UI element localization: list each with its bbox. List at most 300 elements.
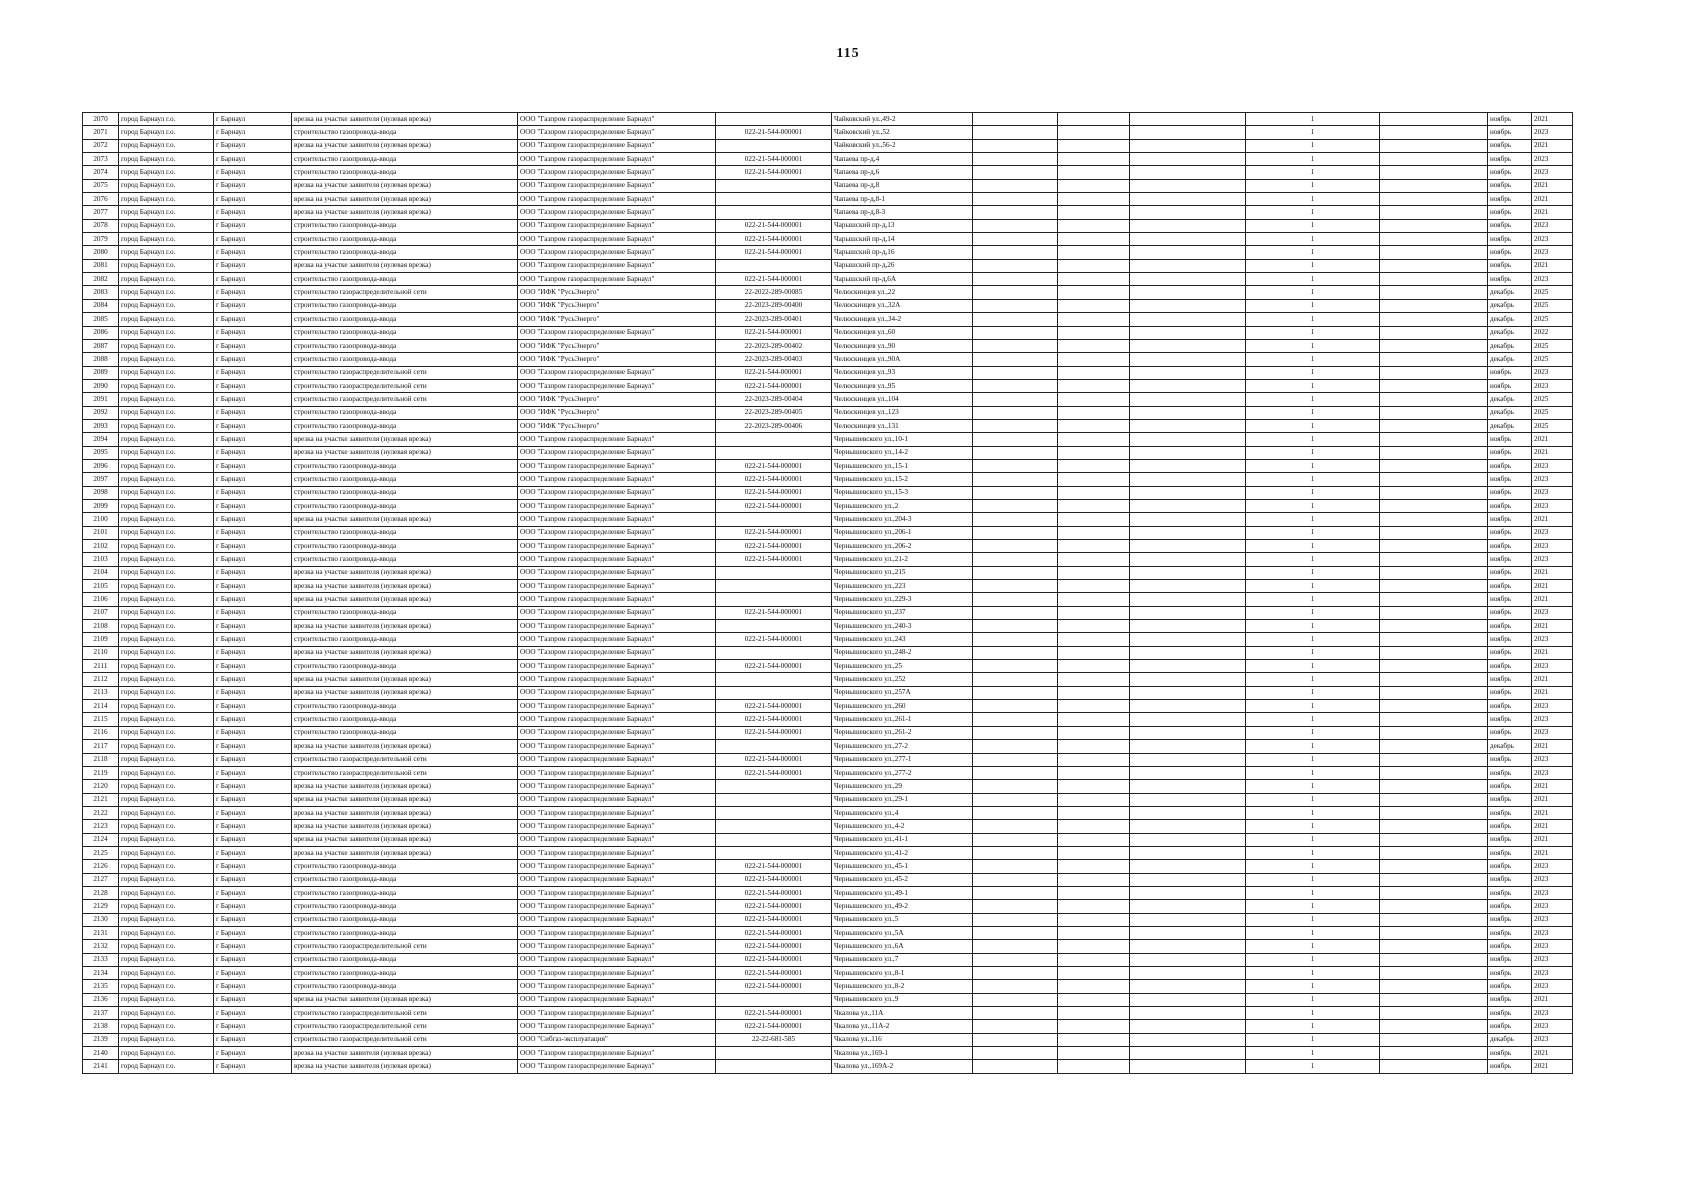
table-row — [83, 366, 1573, 379]
work-type-cell: строительство газопровода-ввода — [292, 900, 518, 913]
municipality-cell: город Барнаул г.о. — [119, 646, 214, 659]
address-cell: Чернышевского ул.,277-2 — [832, 766, 973, 779]
settlement-cell: г Барнаул — [214, 473, 292, 486]
empty-cell — [1058, 926, 1130, 939]
empty-cell — [1380, 153, 1488, 166]
empty-cell — [1058, 326, 1130, 339]
table-row — [83, 806, 1573, 819]
empty-cell — [1058, 233, 1130, 246]
quantity-cell: 1 — [1246, 326, 1380, 339]
month-cell: ноябрь — [1488, 700, 1532, 713]
empty-cell — [1130, 926, 1246, 939]
table-row — [83, 953, 1573, 966]
empty-cell — [973, 193, 1058, 206]
work-type-cell: строительство газопровода-ввода — [292, 540, 518, 553]
year-cell: 2023 — [1532, 166, 1573, 179]
quantity-cell: 1 — [1246, 620, 1380, 633]
table-row — [83, 553, 1573, 566]
month-cell: ноябрь — [1488, 246, 1532, 259]
year-cell: 2021 — [1532, 1060, 1573, 1073]
quantity-cell: 1 — [1246, 593, 1380, 606]
address-cell: Челюскинцев ул.,60 — [832, 326, 973, 339]
settlement-cell: г Барнаул — [214, 166, 292, 179]
program-code-cell — [716, 1047, 832, 1060]
page-number: 115 — [836, 46, 860, 61]
row-number-cell: 2071 — [83, 126, 119, 139]
month-cell: ноябрь — [1488, 967, 1532, 980]
settlement-cell: г Барнаул — [214, 486, 292, 499]
month-cell: ноябрь — [1488, 686, 1532, 699]
empty-cell — [973, 446, 1058, 459]
empty-cell — [1058, 179, 1130, 192]
empty-cell — [973, 313, 1058, 326]
program-code-cell: 022-21-544-000001 — [716, 726, 832, 739]
quantity-cell: 1 — [1246, 806, 1380, 819]
address-cell: Челюскинцев ул.,131 — [832, 419, 973, 432]
empty-cell — [973, 540, 1058, 553]
empty-cell — [1058, 393, 1130, 406]
empty-cell — [973, 499, 1058, 512]
organization-cell: ООО "Газпром газораспределение Барнаул" — [518, 913, 716, 926]
month-cell: ноябрь — [1488, 726, 1532, 739]
row-number-cell: 2075 — [83, 179, 119, 192]
address-cell: Чкалова ул.,169А-2 — [832, 1060, 973, 1073]
empty-cell — [1380, 326, 1488, 339]
table-row — [83, 860, 1573, 873]
quantity-cell: 1 — [1246, 953, 1380, 966]
row-number-cell: 2141 — [83, 1060, 119, 1073]
organization-cell: ООО "Газпром газораспределение Барнаул" — [518, 473, 716, 486]
year-cell: 2023 — [1532, 913, 1573, 926]
address-cell: Челюскинцев ул.,90А — [832, 353, 973, 366]
empty-cell — [973, 273, 1058, 286]
month-cell: ноябрь — [1488, 126, 1532, 139]
empty-cell — [1130, 726, 1246, 739]
year-cell: 2023 — [1532, 1033, 1573, 1046]
row-number-cell: 2115 — [83, 713, 119, 726]
municipality-cell: город Барнаул г.о. — [119, 886, 214, 899]
empty-cell — [1380, 1007, 1488, 1020]
table-row — [83, 286, 1573, 299]
quantity-cell: 1 — [1246, 193, 1380, 206]
municipality-cell: город Барнаул г.о. — [119, 179, 214, 192]
program-code-cell: 22-22-681-585 — [716, 1033, 832, 1046]
quantity-cell: 1 — [1246, 633, 1380, 646]
table-row — [83, 246, 1573, 259]
table-row — [83, 1060, 1573, 1073]
row-number-cell: 2130 — [83, 913, 119, 926]
table-row — [83, 886, 1573, 899]
organization-cell: ООО "Газпром газораспределение Барнаул" — [518, 379, 716, 392]
settlement-cell: г Барнаул — [214, 1007, 292, 1020]
work-type-cell: врезка на участке заявителя (нулевая врезка) — [292, 793, 518, 806]
empty-cell — [1380, 459, 1488, 472]
program-code-cell — [716, 446, 832, 459]
month-cell: ноябрь — [1488, 980, 1532, 993]
work-type-cell: врезка на участке заявителя (нулевая врезка) — [292, 179, 518, 192]
empty-cell — [973, 660, 1058, 673]
program-code-cell — [716, 806, 832, 819]
organization-cell: ООО "Газпром газораспределение Барнаул" — [518, 713, 716, 726]
row-number-cell: 2101 — [83, 526, 119, 539]
row-number-cell: 2132 — [83, 940, 119, 953]
month-cell: ноябрь — [1488, 926, 1532, 939]
table-row — [83, 1033, 1573, 1046]
empty-cell — [1058, 833, 1130, 846]
year-cell: 2023 — [1532, 219, 1573, 232]
empty-cell — [1130, 540, 1246, 553]
empty-cell — [1130, 633, 1246, 646]
organization-cell: ООО "Газпром газораспределение Барнаул" — [518, 566, 716, 579]
empty-cell — [1130, 940, 1246, 953]
empty-cell — [1058, 660, 1130, 673]
organization-cell: ООО "Газпром газораспределение Барнаул" — [518, 766, 716, 779]
year-cell: 2023 — [1532, 940, 1573, 953]
municipality-cell: город Барнаул г.о. — [119, 1047, 214, 1060]
empty-cell — [1380, 953, 1488, 966]
empty-cell — [973, 806, 1058, 819]
empty-cell — [973, 459, 1058, 472]
empty-cell — [973, 1033, 1058, 1046]
empty-cell — [1380, 566, 1488, 579]
month-cell: ноябрь — [1488, 1007, 1532, 1020]
table-row — [83, 379, 1573, 392]
table-row — [83, 126, 1573, 139]
organization-cell: ООО "Газпром газораспределение Барнаул" — [518, 900, 716, 913]
program-code-cell — [716, 620, 832, 633]
table-row — [83, 633, 1573, 646]
row-number-cell: 2094 — [83, 433, 119, 446]
empty-cell — [1130, 900, 1246, 913]
row-number-cell: 2108 — [83, 620, 119, 633]
empty-cell — [1380, 339, 1488, 352]
quantity-cell: 1 — [1246, 313, 1380, 326]
empty-cell — [1380, 246, 1488, 259]
empty-cell — [1380, 179, 1488, 192]
organization-cell: ООО "Газпром газораспределение Барнаул" — [518, 433, 716, 446]
program-code-cell: 022-21-544-000001 — [716, 473, 832, 486]
empty-cell — [1058, 113, 1130, 126]
municipality-cell: город Барнаул г.о. — [119, 1020, 214, 1033]
address-cell: Чернышевского ул.,41-1 — [832, 833, 973, 846]
address-cell: Чернышевского ул.,7 — [832, 953, 973, 966]
empty-cell — [1058, 419, 1130, 432]
empty-cell — [1380, 299, 1488, 312]
address-cell: Чернышевского ул.,45-1 — [832, 860, 973, 873]
settlement-cell: г Барнаул — [214, 673, 292, 686]
table-row — [83, 299, 1573, 312]
address-cell: Чернышевского ул.,240-3 — [832, 620, 973, 633]
empty-cell — [973, 179, 1058, 192]
work-type-cell: строительство газопровода-ввода — [292, 419, 518, 432]
quantity-cell: 1 — [1246, 766, 1380, 779]
organization-cell: ООО "ИФК "РусьЭнерго" — [518, 286, 716, 299]
empty-cell — [1058, 620, 1130, 633]
settlement-cell: г Барнаул — [214, 246, 292, 259]
municipality-cell: город Барнаул г.о. — [119, 339, 214, 352]
quantity-cell: 1 — [1246, 926, 1380, 939]
empty-cell — [1380, 620, 1488, 633]
empty-cell — [973, 993, 1058, 1006]
empty-cell — [1130, 353, 1246, 366]
month-cell: декабрь — [1488, 313, 1532, 326]
program-code-cell: 022-21-544-000001 — [716, 540, 832, 553]
empty-cell — [1380, 780, 1488, 793]
municipality-cell: город Барнаул г.о. — [119, 379, 214, 392]
organization-cell: ООО "Газпром газораспределение Барнаул" — [518, 126, 716, 139]
empty-cell — [1058, 406, 1130, 419]
address-cell: Чапаева пр-д,8 — [832, 179, 973, 192]
municipality-cell: город Барнаул г.о. — [119, 193, 214, 206]
row-number-cell: 2073 — [83, 153, 119, 166]
organization-cell: ООО "ИФК "РусьЭнерго" — [518, 339, 716, 352]
table-row — [83, 873, 1573, 886]
empty-cell — [1058, 766, 1130, 779]
year-cell: 2023 — [1532, 379, 1573, 392]
empty-cell — [1058, 846, 1130, 859]
table-row — [83, 593, 1573, 606]
year-cell: 2021 — [1532, 113, 1573, 126]
month-cell: ноябрь — [1488, 833, 1532, 846]
empty-cell — [1058, 446, 1130, 459]
row-number-cell: 2098 — [83, 486, 119, 499]
month-cell: ноябрь — [1488, 366, 1532, 379]
organization-cell: ООО "Газпром газораспределение Барнаул" — [518, 446, 716, 459]
program-code-cell: 022-21-544-000001 — [716, 166, 832, 179]
empty-cell — [1380, 700, 1488, 713]
table-row — [83, 673, 1573, 686]
quantity-cell: 1 — [1246, 673, 1380, 686]
settlement-cell: г Барнаул — [214, 580, 292, 593]
year-cell: 2023 — [1532, 926, 1573, 939]
empty-cell — [973, 326, 1058, 339]
empty-cell — [1380, 833, 1488, 846]
table-row — [83, 406, 1573, 419]
empty-cell — [1380, 526, 1488, 539]
row-number-cell: 2105 — [83, 580, 119, 593]
work-type-cell: строительство газопровода-ввода — [292, 633, 518, 646]
program-code-cell: 022-21-544-000001 — [716, 126, 832, 139]
settlement-cell: г Барнаул — [214, 1033, 292, 1046]
settlement-cell: г Барнаул — [214, 233, 292, 246]
empty-cell — [1380, 873, 1488, 886]
month-cell: ноябрь — [1488, 793, 1532, 806]
organization-cell: ООО "Газпром газораспределение Барнаул" — [518, 166, 716, 179]
empty-cell — [1058, 379, 1130, 392]
empty-cell — [973, 620, 1058, 633]
year-cell: 2025 — [1532, 286, 1573, 299]
table-row — [83, 913, 1573, 926]
empty-cell — [1380, 1020, 1488, 1033]
empty-cell — [1380, 393, 1488, 406]
empty-cell — [1058, 313, 1130, 326]
year-cell: 2023 — [1532, 499, 1573, 512]
empty-cell — [1380, 740, 1488, 753]
quantity-cell: 1 — [1246, 353, 1380, 366]
empty-cell — [1380, 286, 1488, 299]
empty-cell — [1058, 1020, 1130, 1033]
organization-cell: ООО "ИФК "РусьЭнерго" — [518, 406, 716, 419]
quantity-cell: 1 — [1246, 873, 1380, 886]
month-cell: ноябрь — [1488, 860, 1532, 873]
work-type-cell: врезка на участке заявителя (нулевая врезка) — [292, 673, 518, 686]
empty-cell — [973, 940, 1058, 953]
address-cell: Чернышевского ул.,229-3 — [832, 593, 973, 606]
address-cell: Чапаева пр-д,8-1 — [832, 193, 973, 206]
program-code-cell: 022-21-544-000001 — [716, 700, 832, 713]
empty-cell — [1058, 1033, 1130, 1046]
quantity-cell: 1 — [1246, 179, 1380, 192]
program-code-cell: 022-21-544-000001 — [716, 713, 832, 726]
empty-cell — [1130, 139, 1246, 152]
work-type-cell: строительство газораспределительной сети — [292, 766, 518, 779]
empty-cell — [1130, 486, 1246, 499]
work-type-cell: врезка на участке заявителя (нулевая врезка) — [292, 620, 518, 633]
settlement-cell: г Барнаул — [214, 113, 292, 126]
address-cell: Чкалова ул.,11А — [832, 1007, 973, 1020]
quantity-cell: 1 — [1246, 713, 1380, 726]
row-number-cell: 2084 — [83, 299, 119, 312]
empty-cell — [1380, 540, 1488, 553]
organization-cell: ООО "ИФК "РусьЭнерго" — [518, 313, 716, 326]
municipality-cell: город Барнаул г.о. — [119, 900, 214, 913]
address-cell: Чернышевского ул.,27-2 — [832, 740, 973, 753]
address-cell: Челюскинцев ул.,95 — [832, 379, 973, 392]
year-cell: 2021 — [1532, 740, 1573, 753]
municipality-cell: город Барнаул г.о. — [119, 353, 214, 366]
row-number-cell: 2117 — [83, 740, 119, 753]
month-cell: ноябрь — [1488, 900, 1532, 913]
empty-cell — [1058, 886, 1130, 899]
empty-cell — [1130, 1047, 1246, 1060]
row-number-cell: 2128 — [83, 886, 119, 899]
table-row — [83, 993, 1573, 1006]
address-cell: Чернышевского ул.,248-2 — [832, 646, 973, 659]
empty-cell — [1380, 926, 1488, 939]
quantity-cell: 1 — [1246, 553, 1380, 566]
row-number-cell: 2102 — [83, 540, 119, 553]
empty-cell — [1380, 499, 1488, 512]
work-type-cell: врезка на участке заявителя (нулевая врезка) — [292, 806, 518, 819]
table-row — [83, 393, 1573, 406]
empty-cell — [1058, 246, 1130, 259]
empty-cell — [1058, 686, 1130, 699]
organization-cell: ООО "Газпром газораспределение Барнаул" — [518, 593, 716, 606]
empty-cell — [1058, 540, 1130, 553]
empty-cell — [973, 726, 1058, 739]
work-type-cell: строительство газопровода-ввода — [292, 700, 518, 713]
organization-cell: ООО "Газпром газораспределение Барнаул" — [518, 259, 716, 272]
empty-cell — [1130, 259, 1246, 272]
address-cell: Чернышевского ул.,49-2 — [832, 900, 973, 913]
empty-cell — [973, 1047, 1058, 1060]
municipality-cell: город Барнаул г.о. — [119, 393, 214, 406]
row-number-cell: 2121 — [83, 793, 119, 806]
organization-cell: ООО "Газпром газораспределение Барнаул" — [518, 793, 716, 806]
quantity-cell: 1 — [1246, 1060, 1380, 1073]
empty-cell — [973, 406, 1058, 419]
settlement-cell: г Барнаул — [214, 1060, 292, 1073]
organization-cell: ООО "Газпром газораспределение Барнаул" — [518, 726, 716, 739]
organization-cell: ООО "Газпром газораспределение Барнаул" — [518, 499, 716, 512]
address-cell: Чернышевского ул.,252 — [832, 673, 973, 686]
work-type-cell: строительство газопровода-ввода — [292, 299, 518, 312]
empty-cell — [973, 967, 1058, 980]
settlement-cell: г Барнаул — [214, 540, 292, 553]
empty-cell — [1380, 673, 1488, 686]
work-type-cell: врезка на участке заявителя (нулевая врезка) — [292, 446, 518, 459]
month-cell: ноябрь — [1488, 993, 1532, 1006]
quantity-cell: 1 — [1246, 433, 1380, 446]
year-cell: 2021 — [1532, 580, 1573, 593]
table-row — [83, 686, 1573, 699]
row-number-cell: 2088 — [83, 353, 119, 366]
row-number-cell: 2118 — [83, 753, 119, 766]
empty-cell — [1380, 633, 1488, 646]
program-code-cell — [716, 820, 832, 833]
organization-cell: ООО "ИФК "РусьЭнерго" — [518, 353, 716, 366]
table-row — [83, 846, 1573, 859]
year-cell: 2023 — [1532, 246, 1573, 259]
address-cell: Чернышевского ул.,8-1 — [832, 967, 973, 980]
month-cell: декабрь — [1488, 339, 1532, 352]
empty-cell — [1130, 620, 1246, 633]
program-code-cell — [716, 513, 832, 526]
quantity-cell: 1 — [1246, 793, 1380, 806]
address-cell: Чернышевского ул.,15-3 — [832, 486, 973, 499]
row-number-cell: 2110 — [83, 646, 119, 659]
empty-cell — [1380, 366, 1488, 379]
quantity-cell: 1 — [1246, 940, 1380, 953]
row-number-cell: 2123 — [83, 820, 119, 833]
municipality-cell: город Барнаул г.о. — [119, 446, 214, 459]
work-type-cell: строительство газопровода-ввода — [292, 486, 518, 499]
month-cell: декабрь — [1488, 419, 1532, 432]
work-type-cell: врезка на участке заявителя (нулевая врезка) — [292, 259, 518, 272]
municipality-cell: город Барнаул г.о. — [119, 700, 214, 713]
municipality-cell: город Барнаул г.о. — [119, 259, 214, 272]
empty-cell — [1380, 553, 1488, 566]
settlement-cell: г Барнаул — [214, 886, 292, 899]
settlement-cell: г Барнаул — [214, 806, 292, 819]
program-code-cell — [716, 193, 832, 206]
municipality-cell: город Барнаул г.о. — [119, 1060, 214, 1073]
row-number-cell: 2082 — [83, 273, 119, 286]
table-row — [83, 313, 1573, 326]
year-cell: 2025 — [1532, 339, 1573, 352]
work-type-cell: врезка на участке заявителя (нулевая врезка) — [292, 593, 518, 606]
table-row — [83, 967, 1573, 980]
organization-cell: ООО "Газпром газораспределение Барнаул" — [518, 513, 716, 526]
empty-cell — [1380, 766, 1488, 779]
table-row — [83, 433, 1573, 446]
settlement-cell: г Барнаул — [214, 833, 292, 846]
program-code-cell: 022-21-544-000001 — [716, 926, 832, 939]
quantity-cell: 1 — [1246, 419, 1380, 432]
empty-cell — [1130, 793, 1246, 806]
empty-cell — [973, 593, 1058, 606]
month-cell: ноябрь — [1488, 620, 1532, 633]
table-row — [83, 113, 1573, 126]
organization-cell: ООО "Газпром газораспределение Барнаул" — [518, 806, 716, 819]
work-type-cell: строительство газопровода-ввода — [292, 726, 518, 739]
empty-cell — [1058, 913, 1130, 926]
address-cell: Чарышский пр-д,13 — [832, 219, 973, 232]
empty-cell — [1058, 499, 1130, 512]
row-number-cell: 2113 — [83, 686, 119, 699]
organization-cell: ООО "Газпром газораспределение Барнаул" — [518, 540, 716, 553]
year-cell: 2023 — [1532, 726, 1573, 739]
